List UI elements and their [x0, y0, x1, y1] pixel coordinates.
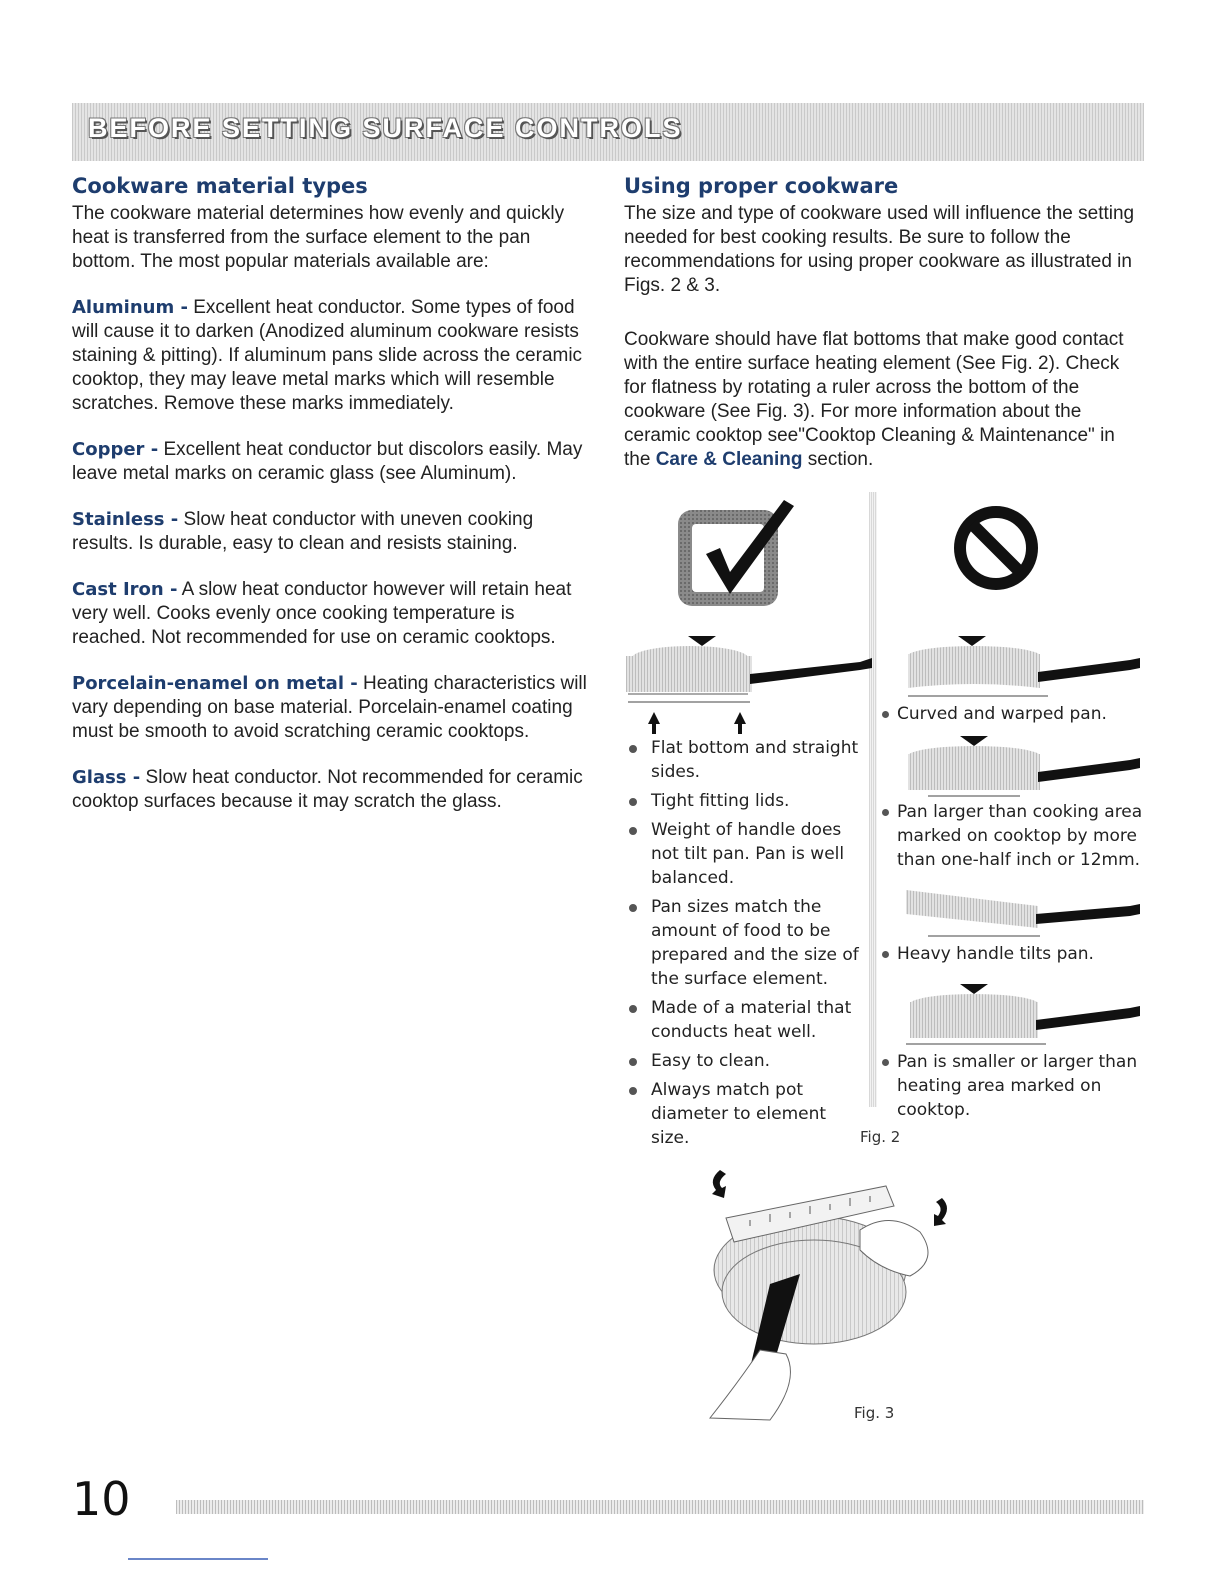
- figure-divider: [869, 492, 877, 1107]
- material-term: Aluminum -: [72, 297, 188, 318]
- material-term: Glass -: [72, 767, 141, 788]
- list-item: Weight of handle does not tilt pan. Pan is well balanced.: [627, 818, 867, 890]
- list-item: Always match pot diameter to element size.: [627, 1078, 867, 1150]
- material-desc: Excellent heat conductor. Some types of food will cause it to darken (Anodized aluminum cookware resists staining & pitting). If aluminum pans slide across the ceramic cooktop, they may leave metal marks which will resemble scratches. Remove these marks immediately.: [72, 297, 583, 414]
- section-title: BEFORE SETTING SURFACE CONTROLS: [88, 113, 683, 143]
- bottom-rule: [128, 1558, 268, 1560]
- proper-cookware-para1: The size and type of cookware used will influence the setting needed for best cooking results. Be sure to follow the recommendations for using proper cookware as illustrated in Figs. 2 & 3.: [624, 203, 1135, 296]
- material-copper: [72, 438, 592, 486]
- prohibited-icon: [952, 498, 1042, 598]
- flat-pan-illustration: [620, 628, 880, 738]
- material-cast-iron: [72, 578, 592, 650]
- list-item: Made of a material that conducts heat well.: [627, 996, 867, 1044]
- material-desc: Slow heat conductor with uneven cooking results. Is durable, easy to clean and resists staining.: [72, 509, 534, 554]
- left-column: [72, 174, 592, 836]
- material-term: Porcelain-enamel on metal -: [72, 673, 358, 694]
- cookware-material-heading: Cookware material types: [72, 174, 368, 198]
- material-aluminum: [72, 296, 592, 416]
- bad-item-larger: Pan larger than cooking area marked on cooktop by more than one-half inch or 12mm.: [880, 800, 1167, 872]
- material-term: Cast Iron -: [72, 579, 178, 600]
- checkmark-icon: [672, 498, 802, 613]
- list-item: Easy to clean.: [627, 1049, 867, 1073]
- list-item: Tight fitting lids.: [627, 789, 867, 813]
- material-desc: Heating characteristics will vary depending on base material. Porcelain-enamel coating must be smooth to avoid scratching ceramic cooktops.: [72, 673, 587, 742]
- rotate-arrow-icon: [712, 1170, 726, 1198]
- tilted-pan-illustration: [898, 880, 1148, 940]
- care-cleaning-ref: Care & Cleaning: [655, 449, 803, 470]
- list-item: Pan sizes match the amount of food to be prepared and the size of the surface element.: [627, 895, 867, 991]
- material-desc: Slow heat conductor. Not recommended for ceramic cooktop surfaces because it may scratch the glass.: [72, 767, 583, 812]
- material-porcelain: [72, 672, 592, 744]
- material-desc: A slow heat conductor however will retain heat very well. Cooks evenly once cooking temperature is reached. Not recommended for use on ceramic cooktops.: [72, 579, 572, 648]
- material-desc: Excellent heat conductor but discolors easily. May leave metal marks on ceramic glass (see Aluminum).: [72, 439, 583, 484]
- page-number: 10: [72, 1472, 131, 1526]
- good-cookware-list: [627, 736, 867, 1155]
- list-item: Flat bottom and straight sides.: [627, 736, 867, 784]
- para2-end: section.: [802, 449, 874, 470]
- bad-item-smaller-larger: Pan is smaller or larger than heating area marked on cooktop.: [880, 1050, 1167, 1122]
- bad-item-curved: Curved and warped pan.: [880, 702, 1167, 726]
- material-term: Stainless -: [72, 509, 179, 530]
- section-banner: [72, 103, 1144, 161]
- fig2-caption: Fig. 2: [860, 1128, 901, 1146]
- proper-cookware-para2: [624, 328, 1144, 472]
- proper-cookware-heading: Using proper cookware: [624, 174, 899, 198]
- material-intro: The cookware material determines how evenly and quickly heat is transferred from the surface element to the pan bottom. The most popular materials available are:: [72, 203, 565, 272]
- material-term: Copper -: [72, 439, 159, 460]
- rotate-arrow-icon: [934, 1198, 947, 1226]
- right-column: [624, 174, 1144, 502]
- ruler-flatness-illustration: [690, 1150, 970, 1430]
- mismatched-pan-illustration: [898, 980, 1148, 1050]
- large-pan-illustration: [898, 732, 1148, 804]
- para2-text: Cookware should have flat bottoms that make good contact with the entire surface heating element (See Fig. 2). Check for flatness by rotating a ruler across the bottom of the cookware (See Fig. 3). For more information about the ceramic cooktop see"Cooktop Cleaning & Maintenance" in the: [624, 329, 1124, 470]
- fig3-caption: Fig. 3: [854, 1404, 895, 1422]
- curved-pan-illustration: [898, 630, 1148, 702]
- material-glass: [72, 766, 592, 814]
- footer-bar: [176, 1500, 1144, 1514]
- bad-item-heavy-handle: Heavy handle tilts pan.: [880, 942, 1167, 966]
- material-stainless: [72, 508, 592, 556]
